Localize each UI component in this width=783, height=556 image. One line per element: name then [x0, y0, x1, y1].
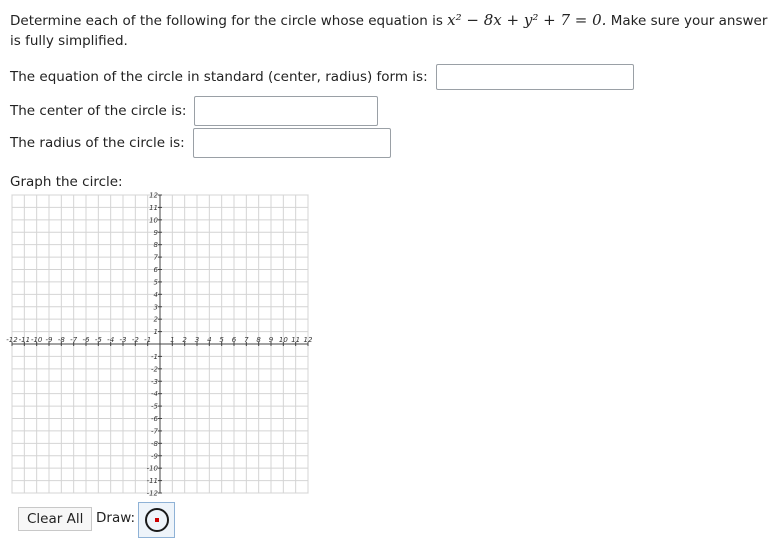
center-label: The center of the circle is:	[10, 103, 187, 119]
prompt-text-before: Determine each of the following for the circle whose equation is	[10, 13, 448, 29]
y-tick-label: -12	[146, 489, 158, 498]
x-tick-label: 8	[256, 336, 261, 344]
y-tick-label: 2	[153, 315, 158, 324]
question-center	[10, 96, 378, 126]
y-tick-label: 1	[153, 328, 158, 337]
clear-all-button[interactable]: Clear All	[18, 507, 92, 531]
y-tick-label: -5	[151, 402, 158, 411]
x-tick-label: -5	[94, 336, 102, 344]
graph-label: Graph the circle:	[10, 174, 123, 190]
standard-form-label: The equation of the circle in standard (center, radius) form is:	[10, 69, 428, 85]
x-tick-label: -12	[6, 336, 18, 344]
x-tick-label: 10	[278, 336, 288, 344]
x-tick-label: 3	[194, 336, 200, 344]
y-tick-label: -4	[151, 390, 158, 399]
x-tick-label: -8	[57, 336, 65, 344]
x-tick-label: 11	[291, 336, 301, 344]
y-tick-label: 10	[149, 216, 158, 225]
x-tick-label: -11	[18, 336, 31, 344]
y-tick-label: -2	[151, 365, 158, 374]
x-tick-label: 6	[231, 336, 237, 344]
y-tick-label: -3	[151, 377, 158, 386]
x-tick-label: 9	[268, 336, 274, 344]
radius-label: The radius of the circle is:	[10, 135, 185, 151]
circle-tool-icon	[143, 506, 171, 534]
y-tick-label: -11	[146, 477, 158, 486]
y-tick-label: -8	[151, 439, 158, 448]
radius-input[interactable]	[193, 128, 391, 158]
x-tick-label: 2	[182, 336, 187, 344]
center-input[interactable]	[194, 96, 378, 126]
x-tick-label: 1	[170, 336, 175, 344]
x-tick-label: 4	[207, 336, 212, 344]
x-tick-label: 7	[244, 336, 249, 344]
y-tick-label: 5	[153, 278, 158, 287]
y-tick-label: 7	[153, 253, 158, 262]
prompt-equation: x² − 8x + y² + 7 = 0.	[447, 11, 607, 29]
question-standard-form	[10, 64, 634, 90]
x-tick-label: -7	[70, 336, 78, 344]
x-tick-label: -2	[131, 336, 139, 344]
question-prompt	[10, 10, 770, 51]
y-tick-label: 12	[149, 191, 158, 200]
x-tick-label: -9	[45, 336, 53, 344]
y-tick-label: 11	[149, 203, 158, 212]
prompt-text-after: Make sure your answer is fully simplified.	[10, 13, 768, 49]
question-radius	[10, 128, 391, 158]
standard-form-input[interactable]	[436, 64, 634, 90]
x-tick-label: -10	[30, 336, 43, 344]
x-tick-label: -6	[82, 336, 90, 344]
y-tick-label: 9	[153, 228, 158, 237]
y-tick-label: -6	[151, 415, 158, 423]
y-tick-label: -1	[151, 352, 158, 361]
draw-label: Draw:	[96, 510, 136, 526]
x-tick-label: -4	[107, 336, 115, 344]
y-tick-label: 6	[153, 266, 158, 274]
circle-tool-button[interactable]	[138, 502, 175, 538]
y-tick-label: -9	[151, 452, 158, 461]
y-tick-label: 4	[153, 290, 158, 299]
y-tick-label: -10	[146, 464, 158, 473]
x-tick-label: 12	[303, 336, 313, 344]
graph-canvas[interactable]	[6, 191, 313, 498]
x-tick-label: -1	[144, 336, 152, 344]
x-tick-label: -3	[119, 336, 127, 344]
x-tick-label: 5	[219, 336, 224, 344]
y-tick-label: 8	[153, 241, 158, 250]
y-tick-label: -7	[151, 427, 158, 436]
y-tick-label: 3	[153, 303, 158, 312]
